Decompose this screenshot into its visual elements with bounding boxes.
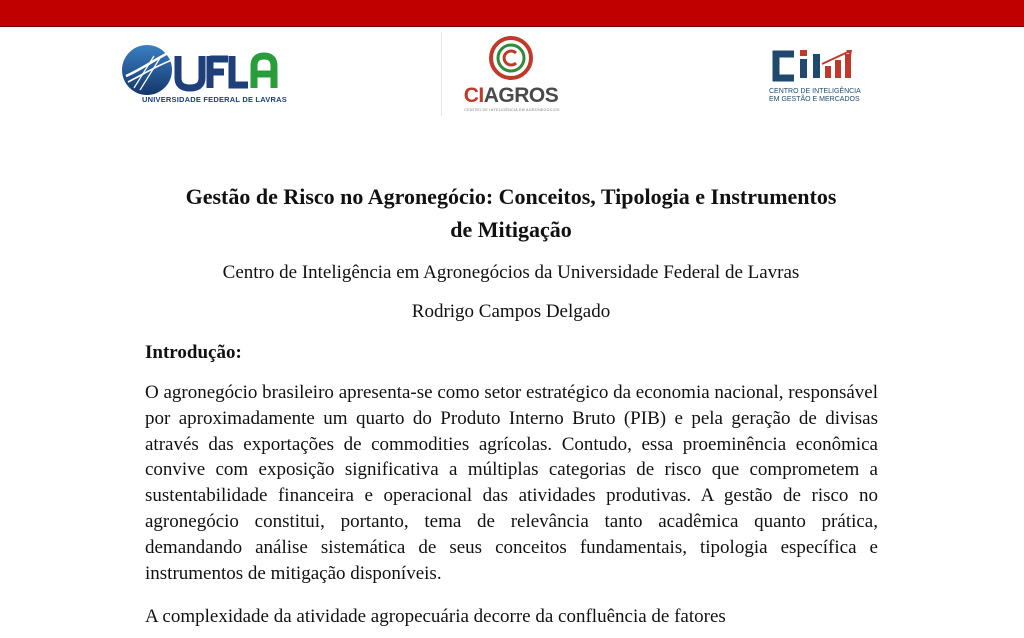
logo-divider <box>441 32 442 116</box>
ciagros-emblem-icon <box>487 34 535 82</box>
body-paragraph: O agronegócio brasileiro apresenta-se como setor estratégico da economia nacional, responsável por aproximadamente um quarto do Produto Interno Bruto (PIB) e pela geração de divisas através das exportações de commodities agrícolas. Contudo, essa proeminência econômica convive com exposição significativa a múltiplas categorias de risco que comprometem a sustentabilidade financeira e operacional das atividades produtivas. A gestão de risco no agronegócio constitui, portanto, tema de relevância tanto acadêmica quanto prática, demandando análise sistemática de seus conceitos fundamentais, tipologia específica e instrumentos de mitigação disponíveis. <box>145 382 878 584</box>
ciagros-wordmark-accent: CI <box>463 84 484 107</box>
author-name: Rodrigo Campos Delgado <box>411 301 611 322</box>
section-heading: Introdução: <box>145 342 242 363</box>
ufla-emblem-icon <box>120 42 282 96</box>
document-title-line1: Gestão de Risco no Agronegócio: Conceitos, Tipologia e Instrumentos <box>185 184 837 209</box>
header-logos <box>0 30 1024 116</box>
cim-subtitle-line1: CENTRO DE INTELIGÊNCIA <box>769 88 861 95</box>
cim-subtitle <box>769 88 861 104</box>
header-bar-shadow <box>0 26 1024 27</box>
cim-logo <box>768 48 888 120</box>
document-title-line2: de Mitigação <box>450 217 572 242</box>
cim-emblem-icon <box>768 48 878 86</box>
document-title <box>140 180 882 246</box>
ciagros-logo <box>458 34 568 114</box>
header-red-bar <box>0 0 1024 26</box>
ciagros-wordmark <box>458 84 564 108</box>
ciagros-subtitle: CENTRO DE INTELIGÊNCIA EM AGRONEGÓCIOS <box>464 108 560 112</box>
cim-subtitle-line2: EM GESTÃO E MERCADOS <box>769 96 860 103</box>
institution-line: Centro de Inteligência em Agronegócios da Universidade Federal de Lavras <box>222 262 800 283</box>
ufla-subtitle: UNIVERSIDADE FEDERAL DE LAVRAS <box>142 95 287 104</box>
ciagros-wordmark-rest: AGROS <box>483 84 559 107</box>
body-paragraph: A complexidade da atividade agropecuária decorre da confluência de fatores <box>145 606 726 627</box>
ufla-logo <box>120 42 287 106</box>
